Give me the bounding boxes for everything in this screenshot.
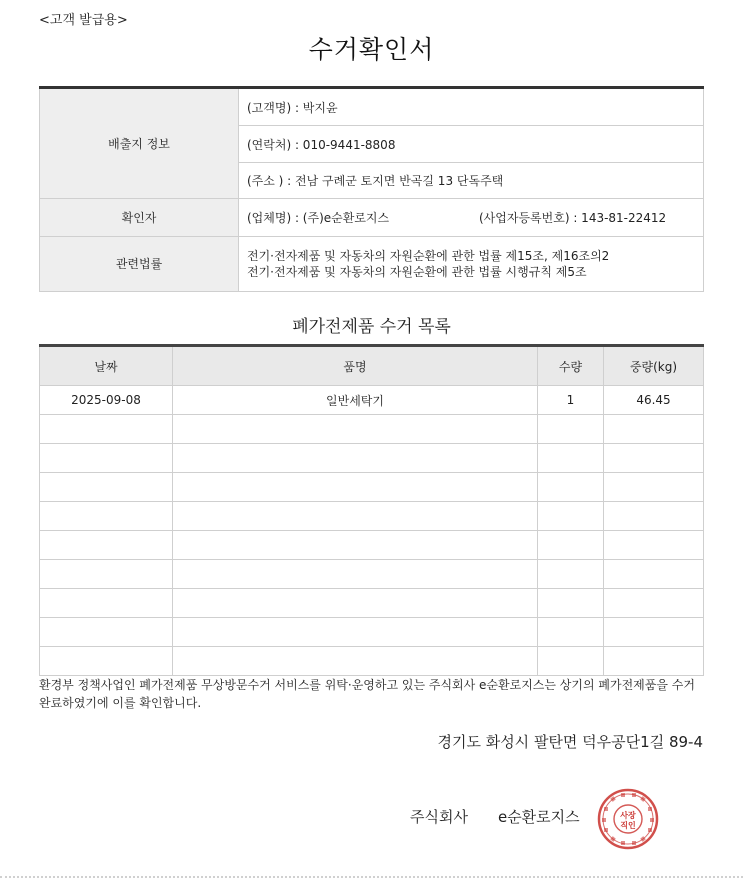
company-address: 경기도 화성시 팔탄면 덕우공단1길 89-4 — [437, 733, 703, 751]
info-row — [40, 237, 704, 292]
empty-cell — [40, 647, 173, 676]
empty-cell — [604, 589, 704, 618]
empty-cell — [538, 589, 604, 618]
empty-cell — [40, 473, 173, 502]
cell-item: 일반세탁기 — [173, 386, 538, 415]
seal-text: 사장 직인 — [620, 811, 636, 830]
confirmer-cell — [239, 199, 704, 237]
company-seal-stamp-icon — [597, 788, 659, 850]
empty-row — [40, 589, 704, 618]
info-table — [39, 86, 704, 292]
empty-row — [40, 502, 704, 531]
table-row — [40, 386, 704, 415]
confirmer-header: 확인자 — [40, 199, 239, 237]
empty-cell — [173, 618, 538, 647]
empty-cell — [604, 444, 704, 473]
column-header-quantity: 수량 — [538, 346, 604, 386]
empty-cell — [604, 415, 704, 444]
empty-cell — [604, 560, 704, 589]
company-name: (업체명) : (주)e순환로지스 — [247, 211, 390, 225]
empty-cell — [173, 647, 538, 676]
signature-company-name: e순환로지스 — [497, 808, 580, 826]
law-cell — [239, 237, 704, 292]
empty-cell — [604, 502, 704, 531]
law-line: 전기·전자제품 및 자동차의 자원순환에 관한 법률 제15조, 제16조의2 — [247, 249, 610, 263]
empty-cell — [173, 560, 538, 589]
empty-row — [40, 618, 704, 647]
empty-cell — [173, 531, 538, 560]
business-number: (사업자등록번호) : 143-81-22412 — [479, 211, 667, 225]
empty-cell — [538, 560, 604, 589]
empty-cell — [173, 473, 538, 502]
empty-cell — [604, 647, 704, 676]
empty-cell — [40, 531, 173, 560]
info-row — [40, 88, 704, 126]
corp-label: 주식회사 — [410, 808, 468, 826]
discharge-info-header: 배출지 정보 — [40, 88, 239, 199]
empty-cell — [173, 589, 538, 618]
empty-cell — [40, 444, 173, 473]
document-title: 수거확인서 — [308, 35, 435, 64]
empty-cell — [173, 502, 538, 531]
customer-contact: (연락처) : 010-9441-8808 — [239, 126, 704, 163]
empty-cell — [40, 618, 173, 647]
cell-weight: 46.45 — [604, 386, 704, 415]
empty-cell — [40, 560, 173, 589]
empty-row — [40, 444, 704, 473]
empty-cell — [173, 415, 538, 444]
column-header-item: 품명 — [173, 346, 538, 386]
empty-cell — [40, 502, 173, 531]
empty-cell — [173, 444, 538, 473]
empty-cell — [538, 618, 604, 647]
issue-label: <고객 발급용> — [39, 13, 128, 28]
cell-date: 2025-09-08 — [40, 386, 173, 415]
empty-cell — [604, 618, 704, 647]
empty-cell — [40, 415, 173, 444]
column-header-weight: 중량(kg) — [604, 346, 704, 386]
empty-cell — [604, 473, 704, 502]
table-header-row — [40, 346, 704, 386]
info-row — [40, 199, 704, 237]
empty-cell — [538, 444, 604, 473]
confirmation-statement: 환경부 정책사업인 폐가전제품 무상방문수거 서비스를 위탁·운영하고 있는 주식회사 e순환로지스는 상기의 폐가전제품을 수거 완료하였기에 이를 확인합니다. — [39, 678, 695, 710]
empty-row — [40, 473, 704, 502]
cell-quantity: 1 — [538, 386, 604, 415]
empty-row — [40, 647, 704, 676]
empty-cell — [538, 502, 604, 531]
law-line: 전기·전자제품 및 자동차의 자원순환에 관한 법률 시행규칙 제5조 — [247, 265, 587, 279]
customer-name: (고객명) : 박지윤 — [239, 88, 704, 126]
customer-address: (주소 ) : 전남 구례군 토지면 반곡길 13 단독주택 — [239, 163, 704, 199]
empty-cell — [538, 473, 604, 502]
collection-list-table — [39, 344, 704, 676]
empty-cell — [40, 589, 173, 618]
empty-cell — [538, 531, 604, 560]
empty-row — [40, 560, 704, 589]
company-signature — [410, 806, 580, 827]
list-title: 폐가전제품 수거 목록 — [292, 317, 451, 337]
bottom-divider — [0, 876, 743, 878]
empty-row — [40, 415, 704, 444]
empty-row — [40, 531, 704, 560]
empty-cell — [538, 415, 604, 444]
empty-cell — [538, 647, 604, 676]
empty-cell — [604, 531, 704, 560]
law-header: 관련법률 — [40, 237, 239, 292]
column-header-date: 날짜 — [40, 346, 173, 386]
